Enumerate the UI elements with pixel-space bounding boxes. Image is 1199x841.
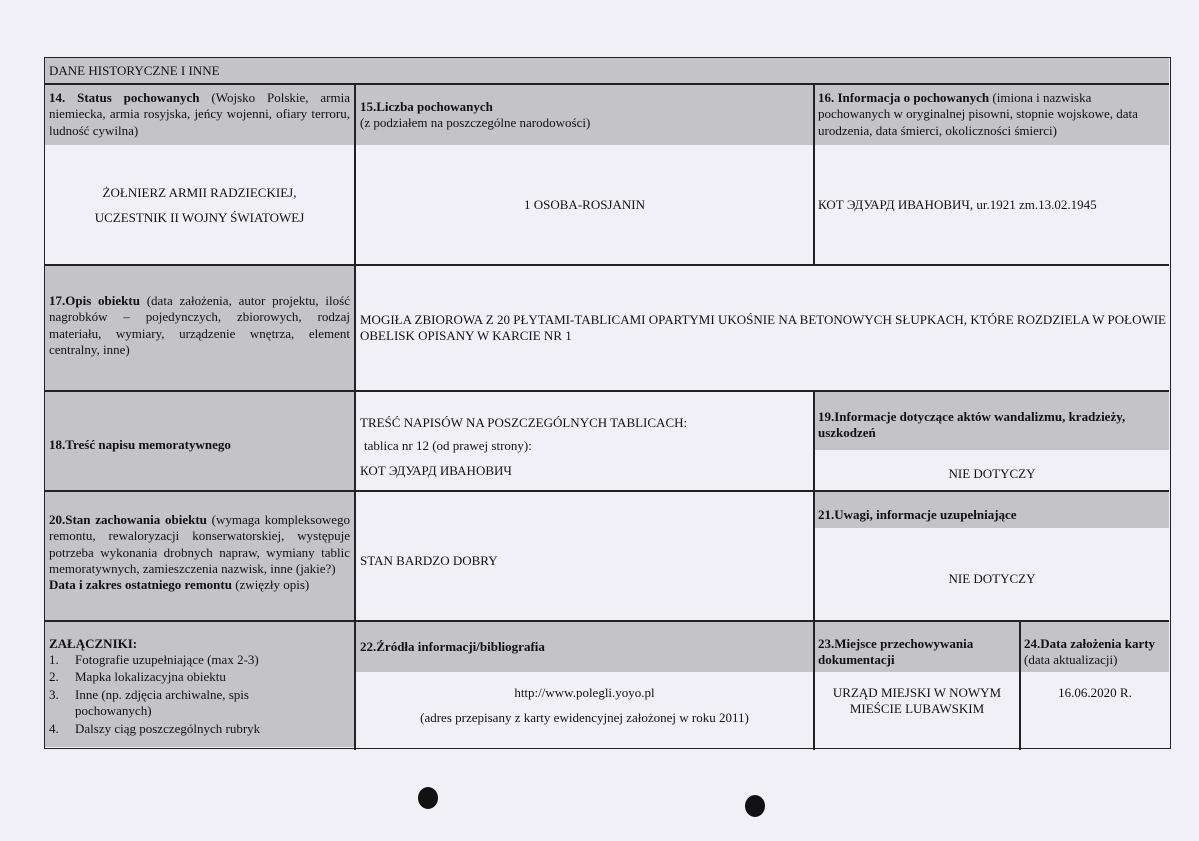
attachment-text: Dalszy ciąg poszczególnych rubryk [75, 721, 261, 737]
historical-data-form [44, 57, 1171, 749]
field-24-value: 16.06.2020 R. [1058, 685, 1132, 700]
field-18-label: 18.Treść napisu memoratywnego [45, 392, 354, 490]
field-20-header [45, 492, 354, 620]
attachment-num: 1. [49, 652, 59, 668]
field-14-value-line1: ŻOŁNIERZ ARMII RADZIECKIEJ, [102, 185, 297, 200]
attachment-num: 2. [49, 668, 59, 684]
field-19-value: NIE DOTYCZY [948, 466, 1036, 481]
field-24-header [1021, 622, 1169, 672]
field-16-label: 16. Informacja o pochowanych [818, 90, 990, 105]
field-20-value: STAN BARDZO DOBRY [360, 553, 498, 568]
attachment-text: Mapka lokalizacyjna obiektu [75, 668, 226, 684]
field-24-label: 24.Data założenia karty [1024, 636, 1156, 651]
field-18-line2: tablica nr 12 (od prawej strony): [364, 438, 532, 453]
field-22-value1: http://www.polegli.yoyo.pl [514, 685, 655, 700]
field-15-hint: (z podziałem na poszczególne narodowości) [360, 115, 591, 131]
field-16-hint: (imiona i nazwiska pochowanych w oryginalnej pisowni, stopnie wojskowe, data urodzenia, data śmierci, okoliczności śmierci) [818, 90, 1138, 138]
field-22-value2: (adres przepisany z karty ewidencyjnej założonej w roku 2011) [420, 710, 749, 725]
field-14-label: 14. Status pochowanych [49, 90, 200, 105]
field-22-label: 22.Źródła informacji/bibliografia [356, 622, 813, 672]
field-20-label: 20.Stan zachowania obiektu [49, 512, 207, 527]
attachment-item [49, 687, 350, 720]
field-17-value: MOGIŁA ZBIOROWA Z 20 PŁYTAMI-TABLICAMI OPARTYMI UKOŚNIE NA BETONOWYCH SŁUPKACH, KTÓRE ROZDZIELA W POŁOWIE OBELISK OPISANY W KARCIE NR 1 [360, 312, 1166, 344]
field-17-label: 17.Opis obiektu [49, 293, 140, 308]
field-21-label: 21.Uwagi, informacje uzupełniające [815, 492, 1169, 528]
field-17-header [45, 266, 354, 390]
attachments-label: ZAŁĄCZNIKI: [49, 636, 138, 651]
field-23-value: URZĄD MIEJSKI W NOWYM MIEŚCIE LUBAWSKIM [832, 685, 1002, 717]
field-14-value [45, 180, 354, 230]
field-18-line1: TREŚĆ NAPISÓW NA POSZCZEGÓLNYCH TABLICACH: [360, 415, 688, 430]
attachment-num: 3. [49, 686, 59, 702]
rule-h5 [45, 620, 1169, 622]
field-20-hint: (wymaga kompleksowego remontu, rewaloryzacji konserwatorskiej, występuje potrzeba wykonania drobnych napraw, wymiany tablic memoratywnych, zamieszczenia nazwisk, inne (jakie?) [49, 512, 350, 576]
rule-h1 [45, 83, 1169, 85]
field-19-label: 19.Informacje dotyczące aktów wandalizmu, kradzieży, uszkodzeń [815, 392, 1169, 450]
attachment-text: Fotografie uzupełniające (max 2-3) [75, 652, 259, 668]
field-14-header [45, 85, 354, 145]
field-17-hint: (data założenia, autor projektu, ilość nagrobków – pojedynczych, zbiorowych, rodzaj materiału, wymiary, urządzenie wnętrza, element centralny, inne) [49, 293, 350, 357]
field-15-value: 1 OSOBA-ROSJANIN [524, 197, 645, 212]
field-15-header [356, 85, 813, 145]
field-23-label: 23.Miejsce przechowywania dokumentacji [815, 622, 1019, 672]
rule-v2-top [813, 83, 815, 266]
field-14-value-line2: UCZESTNIK II WOJNY ŚWIATOWEJ [94, 210, 305, 225]
rule-v1 [354, 83, 356, 750]
rule-h4 [45, 490, 1169, 492]
attachment-item [49, 721, 350, 737]
field-16-header [815, 85, 1169, 145]
attachment-text: Inne (np. zdjęcia archiwalne, spis pochowanych) [75, 686, 249, 718]
rule-h2 [45, 264, 1169, 266]
attachments-box [45, 622, 354, 747]
section-header: DANE HISTORYCZNE I INNE [45, 58, 1169, 84]
field-20-hint2: (zwięzły opis) [231, 577, 310, 592]
field-18-line3: КОТ ЭДУАРД ИВАНОВИЧ [360, 463, 512, 478]
rule-v3 [1019, 620, 1021, 750]
attachment-item [49, 652, 350, 668]
punch-hole-left [418, 787, 438, 809]
punch-hole-right [745, 795, 765, 817]
attachment-num: 4. [49, 721, 59, 737]
field-16-value: КОТ ЭДУАРД ИВАНОВИЧ, ur.1921 zm.13.02.1945 [818, 197, 1097, 212]
field-20-label2: Data i zakres ostatniego remontu [49, 577, 232, 592]
rule-h3 [45, 390, 1169, 392]
field-15-label: 15.Liczba pochowanych [360, 99, 493, 114]
attachment-item [49, 669, 350, 685]
field-24-hint: (data aktualizacji) [1024, 652, 1118, 668]
field-21-value: NIE DOTYCZY [948, 571, 1036, 586]
rule-v2-bottom [813, 390, 815, 750]
attachments-list [49, 652, 350, 737]
field-14-hint: (Wojsko Polskie, armia niemiecka, armia rosyjska, jeńcy wojenni, ofiary terroru, ludność cywilna) [49, 90, 351, 138]
